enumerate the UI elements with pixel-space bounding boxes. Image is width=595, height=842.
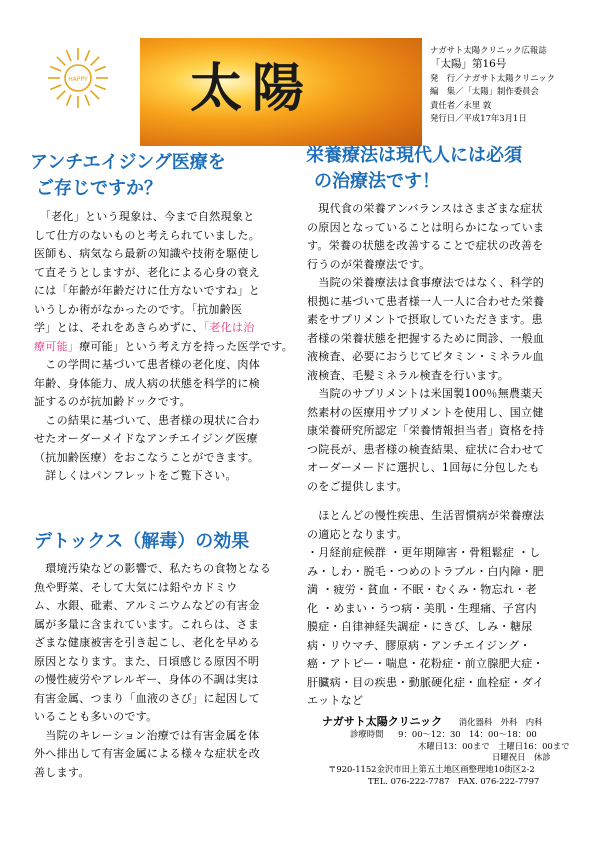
logo-text: HAPPY	[68, 76, 88, 83]
article3-line: 善します。	[34, 765, 90, 779]
article1-heading-line: ご存じですか？	[36, 178, 162, 199]
clinic-holiday: 日曜祝日 休診	[492, 752, 551, 763]
article3-body	[34, 560, 271, 782]
article1-line-highlight	[34, 319, 293, 338]
indication-line: 癌・アトピー・喘息・花粉症・前立腺肥大症・	[307, 657, 544, 670]
issue-date: 発行日／平成17年3月1日	[430, 112, 527, 123]
clinic-info	[322, 716, 584, 788]
hours-label: 診療時間	[350, 728, 384, 739]
article2-line: オーダーメードに選択し、1回毎に分包したも	[307, 461, 540, 474]
indication-line: エットなど	[307, 694, 364, 707]
article1-line: て直そうとしますが、老化による心身の衰え	[34, 265, 260, 279]
article1-body	[34, 208, 293, 486]
article1-line: （抗加齢医療）をおこなうことができます。	[34, 450, 260, 464]
article3-line: 属が多量に含まれています。これらは、さま	[34, 617, 260, 631]
article1-line: 「老化」という現象は、今まで自然現象と	[34, 210, 255, 223]
article3-heading: デトックス（解毒）の効果	[34, 531, 250, 552]
editor: 編 集／「太陽」制作委員会	[430, 86, 539, 97]
article1-line: 詳しくはパンフレットをご覧下さい。	[34, 469, 237, 482]
article3-line: の慢性疲労やアレルギー、身体の不調は実は	[34, 673, 259, 686]
clinic-address: 〒920-1152金沢市田上第五土地区画整理地10街区2-2	[328, 764, 535, 775]
clinic-hours-row	[322, 729, 584, 741]
article3-line: 原因となります。また、日頃感じる原因不明	[34, 654, 260, 668]
clinic-hours: 9：00〜12：30 14：00〜18：00	[398, 728, 537, 739]
article2-heading	[306, 143, 522, 195]
article1-heading	[30, 150, 226, 202]
indication-line: 満 ・疲労・貧血・不眠・むくみ・物忘れ・老	[307, 583, 537, 596]
article1-heading-line: アンチエイジング医療を	[30, 152, 226, 173]
clinic-name: ナガサト太陽クリニック	[322, 715, 443, 728]
article2-line: 行うのが栄養療法です。	[307, 257, 431, 271]
article3-line: 有害金属、つまり「血液のさび」に起因して	[34, 691, 260, 705]
article2-line: 液検査、毛髪ミネラル検査を行います。	[307, 368, 510, 382]
article1-line: 年齢、身体能力、成人病の状態を科学的に検	[34, 376, 260, 390]
article1-line: 医師も、病気なら最新の知識や技術を駆使し	[34, 247, 260, 260]
clinic-header	[322, 716, 584, 729]
article2-line: のをご提供します。	[307, 479, 408, 493]
article1-line: この学問に基づいて患者様の老化度、肉体	[34, 358, 260, 371]
clinic-thursday: 木曜日13：00まで 土曜日16：00まで	[418, 740, 570, 751]
article1-line-text: 療可能」という考え方を持った医学です。	[79, 339, 294, 353]
sun-logo	[46, 46, 110, 110]
article1-line-highlight	[34, 338, 293, 357]
publisher: 発 行／ナガサト太陽クリニック	[430, 73, 555, 84]
article3-line: 環境汚染などの影響で、私たちの食物となる	[34, 562, 272, 575]
article2-heading-line: 栄養療法は現代人には必須	[306, 145, 522, 166]
highlight-text: 「老化は治	[203, 321, 255, 334]
article3-line: いることも多いのです。	[34, 710, 158, 723]
article3-line: 当院のキレーション治療では有害金属を体	[34, 728, 260, 742]
article2-indications	[307, 507, 544, 711]
article2-line: 者様の栄養状態を把握するために問診、一般血	[307, 331, 545, 345]
indication-line: 膜症・自律神経失調症・にきび、しみ・糖尿	[307, 620, 533, 633]
article2-body	[307, 200, 544, 496]
responsible-person: 責任者／永里 敦	[430, 99, 492, 110]
article2-line: 現代食の栄養アンバランスはさまざまな症状	[307, 202, 543, 215]
article3-line: ざまな健康被害を引き起こし、老化を早める	[34, 636, 260, 649]
article2-line: 当院の栄養療法は食事療法ではなく、科学的	[307, 276, 545, 289]
article1-line: には「年齢が年齢だけに仕方ないですね」と	[34, 284, 260, 297]
masthead-title: 太陽	[190, 58, 315, 119]
highlight-text: 療可能」	[34, 339, 80, 353]
article2-line: 液検査、必要におうじてビタミン・ミネラル血	[307, 350, 544, 363]
indication-line: ほとんどの慢性疾患、生活習慣病が栄養療法	[307, 509, 545, 522]
publication-info	[430, 44, 590, 125]
article2-line: 根拠に基づいて患者様一人一人に合わせた栄養	[307, 294, 545, 308]
article2-heading-line: の治療法です！	[314, 171, 440, 192]
article1-line: いうしか術がなかったのです。「抗加齢医	[34, 302, 243, 316]
clinic-departments: 消化器科 外科 内科	[458, 717, 543, 727]
article3-line: ム、水銀、砒素、アルミニウムなどの有害金	[34, 599, 260, 612]
article3-line: 魚や野菜、そして大気には鉛やカドミウ	[34, 580, 238, 594]
article2-line: 康栄養研究所認定「栄養情報担当者」資格を持	[307, 424, 545, 437]
indication-line: 病・リウマチ、膠原病・アンチエイジング・	[307, 638, 531, 652]
article2-line: 素をサプリメントで摂取していただきます。患	[307, 313, 543, 326]
article2-line: 然素材の医療用サプリメントを使用し、国立健	[307, 405, 544, 419]
issue-number: 「太陽」第16号	[430, 58, 507, 71]
publication-name: ナガサト太陽クリニック広報誌	[430, 45, 547, 55]
article2-line: の原因となっていることは明らかになっていま	[307, 220, 545, 234]
article2-line: つ院長が、患者様の検査結果、症状に合わせて	[307, 442, 545, 456]
article3-line: 外へ排出して有害金属による様々な症状を改	[34, 747, 260, 760]
indication-line: 化 ・めまい・うつ病・美肌・生理痛、子宮内	[307, 601, 537, 615]
article1-line: この結果に基づいて、患者様の現状に合わ	[34, 413, 260, 427]
indication-line: 肝臓病・目の疾患・動脈硬化症・血栓症・ダイ	[307, 675, 545, 689]
article1-line-text: 学」とは、それをあきらめずに、	[34, 321, 204, 334]
clinic-phone: TEL. 076-222-7787 FAX. 076-222-7797	[368, 775, 540, 786]
article1-line: せたオーダーメイドなアンチエイジング医療	[34, 432, 258, 445]
article2-line: す。栄養の状態を改善することで症状の改善を	[307, 239, 544, 252]
indication-line: の適応となります。	[307, 527, 408, 541]
indication-line: み・しわ・脱毛・つめのトラブル・白内障・肥	[307, 564, 544, 578]
indication-line: ・月経前症候群 ・更年期障害・骨粗鬆症 ・し	[307, 546, 541, 559]
article1-line: して仕方のないものと考えられていました。	[34, 228, 260, 242]
article2-line: 当院のサプリメントは米国製100％無農薬天	[307, 387, 543, 400]
article1-line: 証するのが抗加齢ドックです。	[34, 395, 191, 408]
